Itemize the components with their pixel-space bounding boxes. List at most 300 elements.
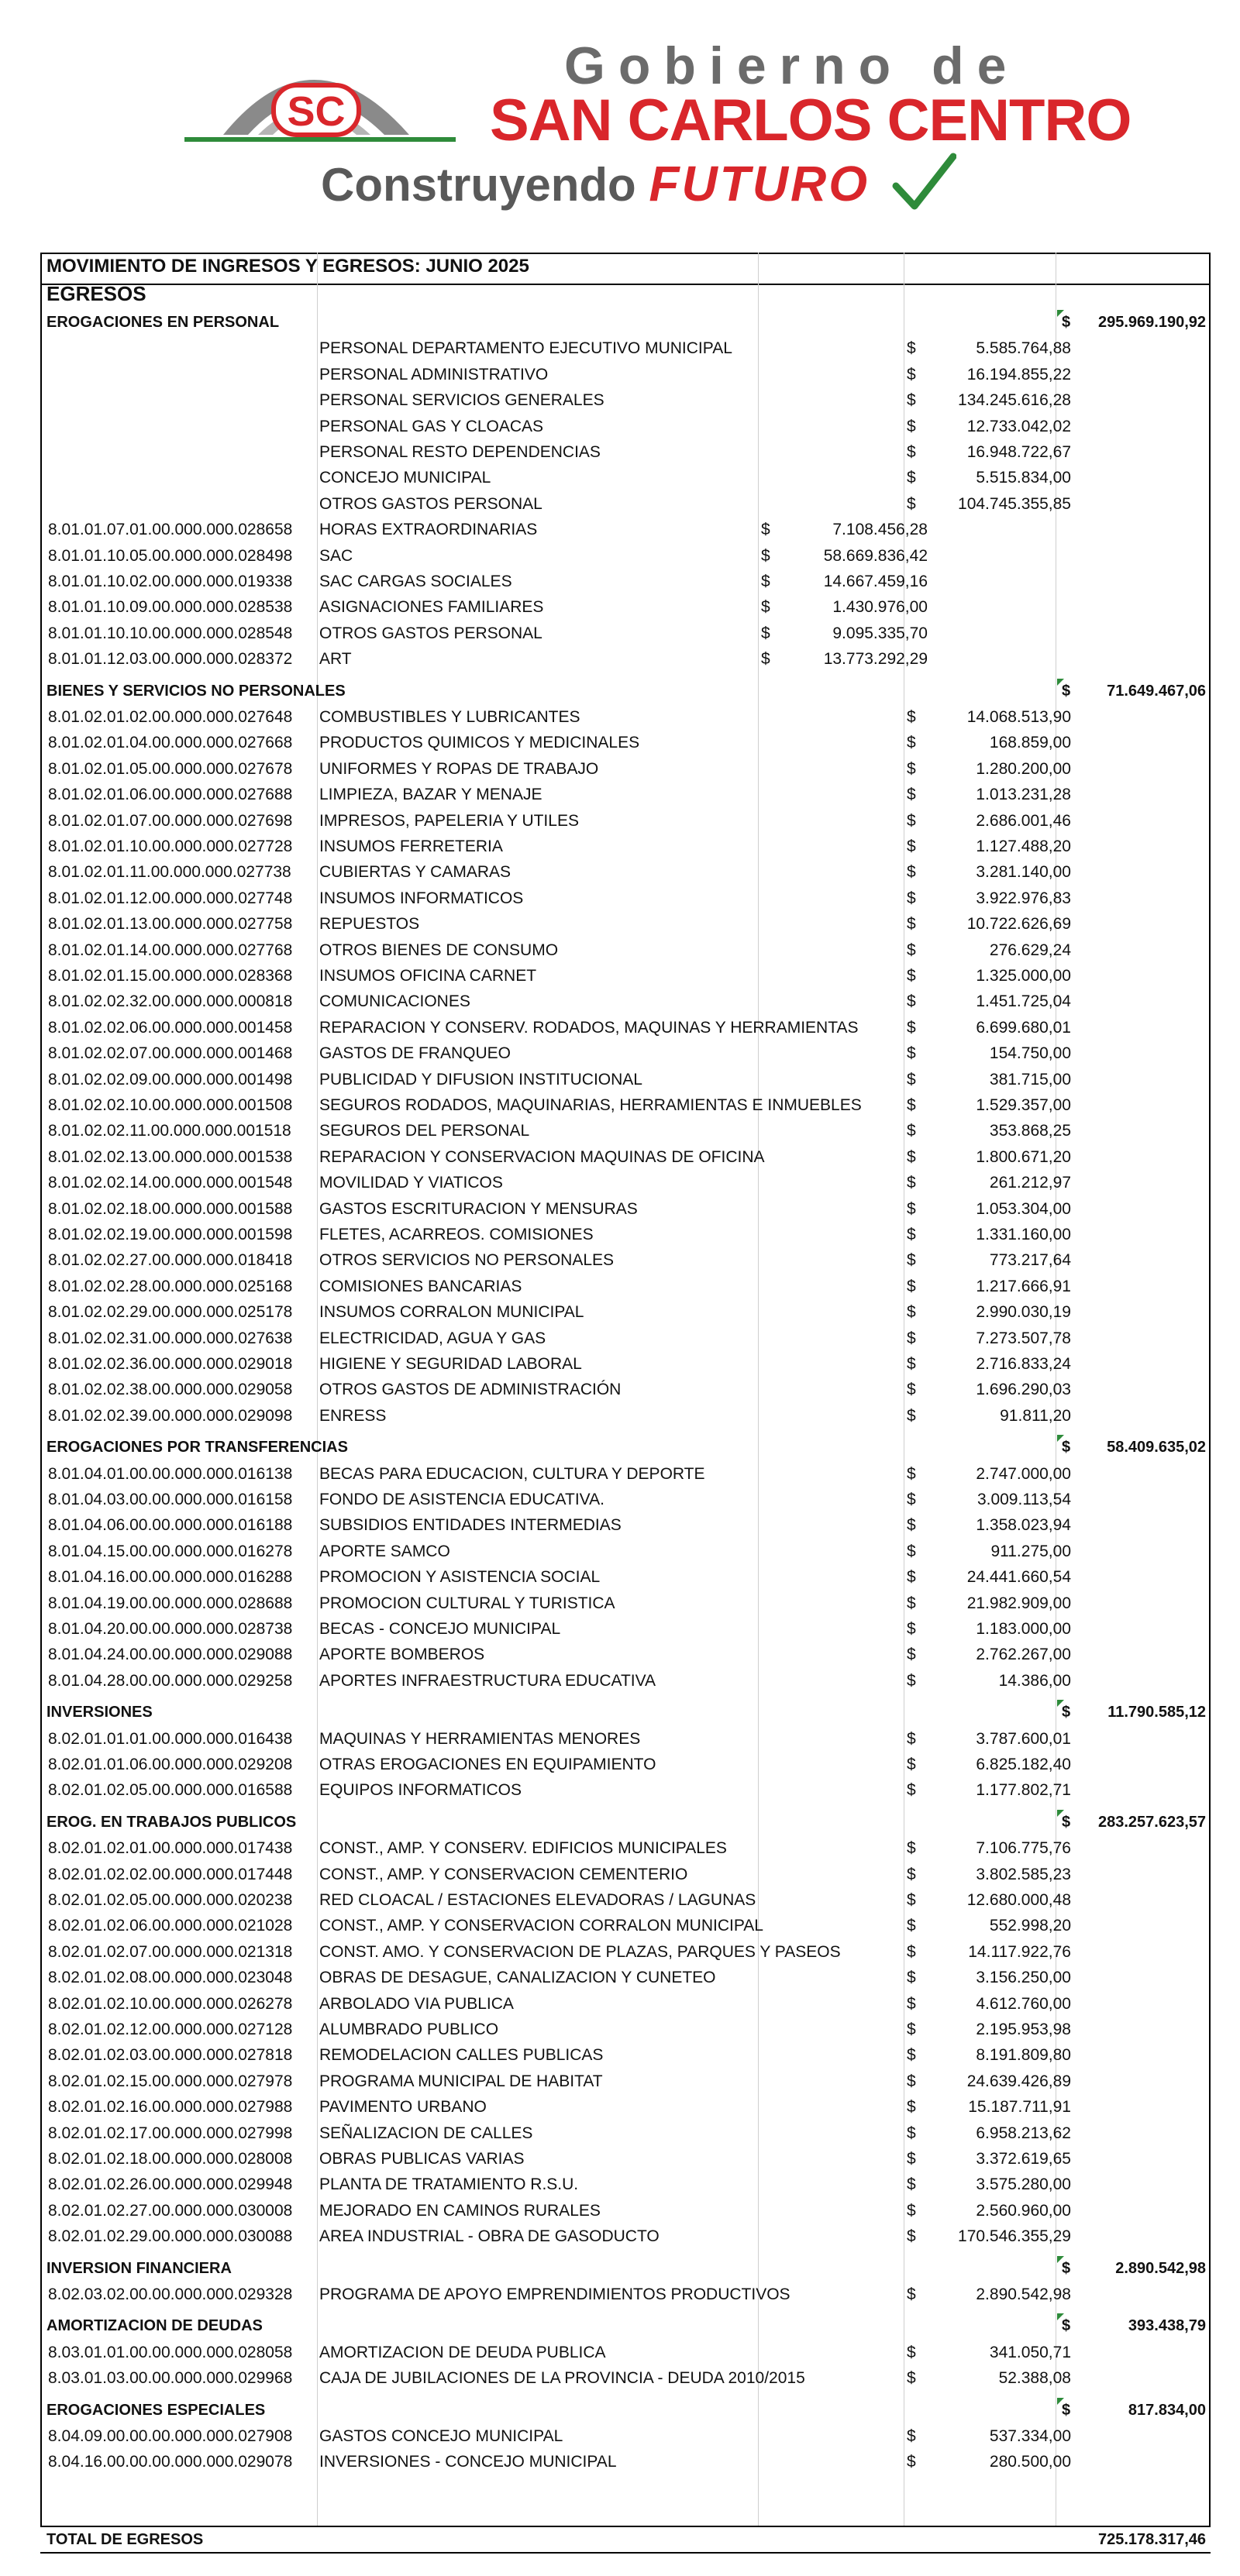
- account-description: CAJA DE JUBILACIONES DE LA PROVINCIA - DEUDA 2010/2015: [319, 2369, 805, 2388]
- account-description: BECAS - CONCEJO MUNICIPAL: [319, 1620, 561, 1638]
- currency-sign: $: [1062, 682, 1071, 700]
- currency-sign: $: [761, 573, 770, 590]
- currency-sign: $: [1062, 314, 1071, 331]
- account-description: PERSONAL SERVICIOS GENERALES: [319, 391, 604, 410]
- account-description: HIGIENE Y SEGURIDAD LABORAL: [319, 1355, 582, 1373]
- currency-sign: $: [907, 889, 916, 907]
- line-amount: 3.281.140,00: [976, 863, 1071, 882]
- cell-flag-icon: [1057, 1810, 1064, 1817]
- line-amount: 2.195.953,98: [976, 2021, 1071, 2038]
- account-description: INVERSIONES - CONCEJO MUNICIPAL: [319, 2453, 617, 2471]
- table-row: [40, 1196, 1211, 1222]
- account-code: 8.01.04.16.00.00.000.000.016288: [48, 1568, 293, 1587]
- currency-sign: $: [907, 1355, 916, 1373]
- currency-sign: $: [1062, 1704, 1071, 1721]
- section-title: EROGACIONES POR TRANSFERENCIAS: [46, 1439, 348, 1457]
- section-header: [40, 2256, 1211, 2282]
- account-code: 8.01.02.02.11.00.000.000.001518: [48, 1122, 291, 1140]
- account-description: APORTE SAMCO: [319, 1542, 450, 1560]
- account-code: 8.02.01.02.16.00.000.000.027988: [48, 2098, 293, 2117]
- line-amount: 276.629,24: [989, 941, 1071, 959]
- account-description: PERSONAL ADMINISTRATIVO: [319, 365, 549, 383]
- table-row: [40, 335, 1211, 361]
- account-code: 8.01.02.01.10.00.000.000.027728: [48, 837, 293, 855]
- account-code: 8.01.02.02.07.00.000.000.001468: [48, 1044, 293, 1063]
- currency-sign: $: [1062, 2401, 1071, 2419]
- account-code: 8.01.04.01.00.00.000.000.016138: [48, 1464, 293, 1483]
- line-amount: 7.273.507,78: [976, 1329, 1071, 1347]
- account-code: 8.01.02.02.39.00.000.000.029098: [48, 1406, 293, 1425]
- currency-sign: $: [907, 1303, 916, 1322]
- line-amount: 6.958.213,62: [976, 2124, 1071, 2142]
- account-code: 8.04.09.00.00.00.000.000.027908: [48, 2427, 293, 2445]
- account-code: 8.01.02.01.15.00.000.000.028368: [48, 967, 293, 985]
- currency-sign: $: [907, 1122, 916, 1140]
- account-description: INSUMOS OFICINA CARNET: [319, 967, 537, 985]
- currency-sign: $: [907, 1491, 916, 1508]
- currency-sign: $: [907, 1542, 916, 1560]
- account-description: FONDO DE ASISTENCIA EDUCATIVA.: [319, 1491, 604, 1508]
- section-total: 283.257.623,57: [1097, 1813, 1206, 1831]
- table-row: [40, 756, 1211, 782]
- account-code: 8.01.02.02.27.00.000.000.018418: [48, 1251, 293, 1270]
- account-code: 8.01.01.12.03.00.000.000.028372: [48, 650, 293, 669]
- line-amount: 537.334,00: [989, 2427, 1071, 2445]
- currency-sign: $: [1062, 2259, 1071, 2277]
- partial-amount: 7.108.456,28: [832, 521, 928, 539]
- account-description: SEGUROS DEL PERSONAL: [319, 1122, 530, 1140]
- cell-flag-icon: [1057, 1435, 1064, 1442]
- account-code: 8.01.04.24.00.00.000.000.029088: [48, 1646, 293, 1664]
- table-row: [40, 1015, 1211, 1040]
- currency-sign: $: [907, 2285, 916, 2303]
- table-row: [40, 1222, 1211, 1247]
- line-amount: 2.890.542,98: [976, 2285, 1071, 2303]
- account-description: ENRESS: [319, 1406, 387, 1425]
- table-top-border: [40, 253, 1211, 254]
- currency-sign: $: [907, 1044, 916, 1063]
- currency-sign: $: [907, 1096, 916, 1114]
- currency-sign: $: [907, 2369, 916, 2388]
- account-code: 8.02.01.02.29.00.000.000.030088: [48, 2227, 293, 2246]
- section-title: BIENES Y SERVICIOS NO PERSONALES: [46, 682, 346, 700]
- table-row: [40, 1403, 1211, 1429]
- currency-sign: $: [907, 1729, 916, 1748]
- table-row: [40, 1377, 1211, 1402]
- currency-sign: $: [907, 1516, 916, 1535]
- currency-sign: $: [761, 624, 770, 642]
- account-code: 8.02.01.02.26.00.000.000.029948: [48, 2175, 293, 2194]
- account-description: CONST., AMP. Y CONSERVACION CORRALON MUNICIPAL: [319, 1917, 763, 1935]
- table-row: [40, 491, 1211, 517]
- line-amount: 8.191.809,80: [976, 2046, 1071, 2065]
- account-code: 8.01.01.10.10.00.000.000.028548: [48, 624, 293, 642]
- account-code: 8.01.02.02.10.00.000.000.001508: [48, 1096, 293, 1114]
- currency-sign: $: [907, 339, 916, 358]
- cell-flag-icon: [1057, 2313, 1064, 2320]
- account-description: OBRAS PUBLICAS VARIAS: [319, 2150, 525, 2168]
- line-amount: 168.859,00: [989, 734, 1071, 752]
- currency-sign: $: [907, 2453, 916, 2471]
- account-description: ASIGNACIONES FAMILIARES: [319, 598, 544, 617]
- line-amount: 14.386,00: [998, 1671, 1071, 1690]
- cell-flag-icon: [1057, 2256, 1064, 2263]
- currency-sign: $: [907, 365, 916, 383]
- currency-sign: $: [907, 1969, 916, 1987]
- currency-sign: $: [907, 1620, 916, 1638]
- table-row: [40, 465, 1211, 490]
- line-amount: 3.787.600,01: [976, 1729, 1071, 1748]
- account-code: 8.01.02.01.02.00.000.000.027648: [48, 708, 293, 726]
- line-amount: 2.686.001,46: [976, 811, 1071, 830]
- currency-sign: $: [907, 417, 916, 435]
- currency-sign: $: [907, 2124, 916, 2142]
- currency-sign: $: [907, 443, 916, 461]
- table-row: [40, 1752, 1211, 1777]
- table-row: [40, 886, 1211, 911]
- account-description: RED CLOACAL / ESTACIONES ELEVADORAS / LAGUNAS: [319, 1891, 756, 1909]
- section-title: AMORTIZACION DE DEUDAS: [46, 2317, 263, 2335]
- municipal-emblem-icon: [177, 48, 463, 149]
- account-description: GASTOS DE FRANQUEO: [319, 1044, 511, 1063]
- table-row: [40, 2223, 1211, 2249]
- account-description: PERSONAL GAS Y CLOACAS: [319, 417, 544, 435]
- currency-sign: $: [907, 967, 916, 985]
- account-description: OBRAS DE DESAGUE, CANALIZACION Y CUNETEO: [319, 1969, 716, 1987]
- account-code: 8.02.01.02.01.00.000.000.017438: [48, 1839, 293, 1858]
- account-description: PRODUCTOS QUIMICOS Y MEDICINALES: [319, 734, 640, 752]
- currency-sign: $: [907, 391, 916, 410]
- account-code: 8.01.04.19.00.00.000.000.028688: [48, 1594, 293, 1612]
- currency-sign: $: [1062, 1813, 1071, 1831]
- account-description: INSUMOS FERRETERIA: [319, 837, 503, 855]
- table-row: [40, 1668, 1211, 1694]
- line-amount: 52.388,08: [998, 2369, 1071, 2388]
- currency-sign: $: [907, 2046, 916, 2065]
- section-total: 2.890.542,98: [1115, 2259, 1206, 2277]
- account-code: 8.02.01.02.27.00.000.000.030008: [48, 2201, 293, 2220]
- line-amount: 911.275,00: [990, 1542, 1071, 1560]
- currency-sign: $: [907, 1174, 916, 1192]
- line-amount: 353.868,25: [989, 1122, 1071, 1140]
- currency-sign: $: [907, 1994, 916, 2013]
- table-row: [40, 1913, 1211, 1938]
- table-row: [40, 1092, 1211, 1118]
- line-amount: 1.331.160,00: [976, 1226, 1071, 1243]
- line-amount: 341.050,71: [989, 2343, 1071, 2361]
- account-code: 8.04.16.00.00.00.000.000.029078: [48, 2453, 293, 2471]
- currency-sign: $: [907, 1646, 916, 1664]
- account-description: ART: [319, 650, 352, 669]
- account-code: 8.01.01.10.09.00.000.000.028538: [48, 598, 293, 617]
- currency-sign: $: [907, 2098, 916, 2117]
- account-description: REPARACION Y CONSERV. RODADOS, MAQUINAS Y HERRAMIENTAS: [319, 1018, 859, 1037]
- title-underline: [40, 284, 1211, 285]
- account-code: 8.01.02.02.32.00.000.000.000818: [48, 992, 293, 1011]
- table-row: [40, 1887, 1211, 1913]
- line-amount: 3.922.976,83: [976, 889, 1071, 907]
- account-description: PLANTA DE TRATAMIENTO R.S.U.: [319, 2175, 579, 2194]
- line-amount: 1.451.725,04: [976, 992, 1071, 1011]
- account-description: OTROS BIENES DE CONSUMO: [319, 941, 559, 959]
- currency-sign: $: [907, 759, 916, 778]
- account-description: CONST., AMP. Y CONSERV. EDIFICIOS MUNICIPALES: [319, 1839, 727, 1858]
- account-code: 8.01.01.10.02.00.000.000.019338: [48, 573, 293, 590]
- currency-sign: $: [1062, 1439, 1071, 1457]
- line-amount: 16.948.722,67: [966, 443, 1071, 461]
- header-line-gobierno: Gobierno de: [564, 36, 1020, 95]
- account-description: AREA INDUSTRIAL - OBRA DE GASODUCTO: [319, 2227, 660, 2246]
- account-description: COMUNICACIONES: [319, 992, 470, 1011]
- table-row: [40, 646, 1211, 672]
- section-header: [40, 2313, 1211, 2339]
- account-description: COMISIONES BANCARIAS: [319, 1277, 522, 1295]
- currency-sign: $: [907, 1781, 916, 1800]
- section-header: [40, 1435, 1211, 1460]
- cell-flag-icon: [1057, 2398, 1064, 2405]
- line-amount: 5.585.764,88: [976, 339, 1071, 358]
- currency-sign: $: [907, 1464, 916, 1483]
- account-description: MAQUINAS Y HERRAMIENTAS MENORES: [319, 1729, 641, 1748]
- line-amount: 1.013.231,28: [976, 786, 1071, 804]
- currency-sign: $: [761, 521, 770, 539]
- account-description: SUBSIDIOS ENTIDADES INTERMEDIAS: [319, 1516, 622, 1535]
- total-row: [40, 2527, 1211, 2552]
- line-amount: 261.212,97: [989, 1174, 1071, 1192]
- currency-sign: $: [907, 2427, 916, 2445]
- table-row: [40, 2017, 1211, 2042]
- slogan-futuro: FUTURO: [649, 156, 870, 212]
- account-description: ELECTRICIDAD, AGUA Y GAS: [319, 1329, 546, 1347]
- currency-sign: $: [907, 1917, 916, 1935]
- account-description: CONST., AMP. Y CONSERVACION CEMENTERIO: [319, 1865, 688, 1883]
- account-code: 8.01.02.01.07.00.000.000.027698: [48, 811, 293, 830]
- account-description: FLETES, ACARREOS. COMISIONES: [319, 1226, 594, 1243]
- currency-sign: $: [761, 598, 770, 617]
- currency-sign: $: [907, 1251, 916, 1270]
- currency-sign: $: [761, 546, 770, 565]
- table-row: [40, 2146, 1211, 2172]
- account-description: LIMPIEZA, BAZAR Y MENAJE: [319, 786, 542, 804]
- account-code: 8.01.02.02.36.00.000.000.029018: [48, 1355, 293, 1373]
- account-code: 8.01.02.01.12.00.000.000.027748: [48, 889, 293, 907]
- section-total: 817.834,00: [1128, 2401, 1206, 2419]
- table-row: [40, 1862, 1211, 1887]
- account-code: 8.01.01.10.05.00.000.000.028498: [48, 546, 293, 565]
- account-code: 8.02.01.02.07.00.000.000.021318: [48, 1942, 293, 1961]
- account-code: 8.02.01.02.05.00.000.000.020238: [48, 1891, 293, 1909]
- table-row: [40, 989, 1211, 1014]
- currency-sign: $: [907, 1381, 916, 1399]
- account-code: 8.01.02.02.38.00.000.000.029058: [48, 1381, 293, 1399]
- section-total: 58.409.635,02: [1107, 1439, 1206, 1457]
- line-amount: 10.722.626,69: [966, 915, 1071, 934]
- table-row: [40, 2172, 1211, 2197]
- currency-sign: $: [907, 1942, 916, 1961]
- line-amount: 170.546.355,29: [958, 2227, 1071, 2246]
- header-slogan: [321, 155, 870, 212]
- table-row: [40, 1170, 1211, 1195]
- table-row: [40, 859, 1211, 885]
- line-amount: 3.009.113,54: [976, 1491, 1071, 1508]
- table-row: [40, 1512, 1211, 1538]
- line-amount: 1.217.666,91: [976, 1277, 1071, 1295]
- currency-sign: $: [907, 708, 916, 726]
- line-amount: 7.106.775,76: [976, 1839, 1071, 1858]
- table-row: [40, 1726, 1211, 1752]
- account-description: SAC CARGAS SOCIALES: [319, 573, 512, 590]
- line-amount: 1.696.290,03: [976, 1381, 1071, 1399]
- table-row: [40, 1040, 1211, 1066]
- table-row: [40, 1144, 1211, 1170]
- account-code: 8.01.02.02.31.00.000.000.027638: [48, 1329, 293, 1347]
- account-description: PERSONAL RESTO DEPENDENCIAS: [319, 443, 601, 461]
- line-amount: 773.217,64: [989, 1251, 1071, 1270]
- section-header: [40, 1700, 1211, 1725]
- currency-sign: $: [907, 1277, 916, 1295]
- currency-sign: $: [907, 1147, 916, 1166]
- account-code: 8.01.02.02.06.00.000.000.001458: [48, 1018, 293, 1037]
- account-description: SEÑALIZACION DE CALLES: [319, 2124, 533, 2142]
- report-title: MOVIMIENTO DE INGRESOS Y EGRESOS: JUNIO 2025: [46, 256, 529, 277]
- section-total: 393.438,79: [1128, 2317, 1206, 2335]
- currency-sign: $: [907, 1406, 916, 1425]
- line-amount: 1.358.023,94: [976, 1516, 1071, 1535]
- table-row: [40, 1067, 1211, 1092]
- currency-sign: $: [907, 469, 916, 487]
- line-amount: 6.825.182,40: [976, 1756, 1071, 1773]
- line-amount: 1.800.671,20: [976, 1147, 1071, 1166]
- account-description: PAVIMENTO URBANO: [319, 2098, 487, 2117]
- table-row: [40, 834, 1211, 859]
- section-header: [40, 679, 1211, 704]
- account-description: ALUMBRADO PUBLICO: [319, 2021, 499, 2038]
- line-amount: 2.716.833,24: [976, 1355, 1071, 1373]
- total-label: TOTAL DE EGRESOS: [46, 2531, 204, 2548]
- line-amount: 24.441.660,54: [966, 1568, 1071, 1587]
- account-code: 8.01.02.02.13.00.000.000.001538: [48, 1147, 293, 1166]
- slogan-construyendo: Construyendo: [321, 159, 636, 211]
- line-amount: 16.194.855,22: [966, 365, 1071, 383]
- partial-amount: 13.773.292,29: [823, 650, 928, 669]
- account-code: 8.02.01.02.05.00.000.000.016588: [48, 1781, 293, 1800]
- table-row: [40, 1965, 1211, 1990]
- table-row: [40, 517, 1211, 542]
- currency-sign: $: [907, 837, 916, 855]
- line-amount: 4.612.760,00: [976, 1994, 1071, 2013]
- table-row: [40, 1326, 1211, 1351]
- currency-sign: $: [907, 915, 916, 934]
- account-code: 8.02.01.02.08.00.000.000.023048: [48, 1969, 293, 1987]
- account-code: 8.03.01.01.00.00.000.000.028058: [48, 2343, 293, 2361]
- table-row: [40, 1835, 1211, 1861]
- check-mark-icon: [891, 152, 956, 214]
- table-row: [40, 1642, 1211, 1667]
- table-row: [40, 2198, 1211, 2223]
- account-description: AMORTIZACION DE DEUDA PUBLICA: [319, 2343, 606, 2361]
- currency-sign: $: [907, 863, 916, 882]
- line-amount: 2.762.267,00: [976, 1646, 1071, 1664]
- section-title: INVERSIONES: [46, 1704, 153, 1721]
- currency-sign: $: [907, 1226, 916, 1243]
- account-code: 8.01.02.02.19.00.000.000.001598: [48, 1226, 293, 1243]
- account-description: ARBOLADO VIA PUBLICA: [319, 1994, 514, 2013]
- table-row: [40, 2094, 1211, 2120]
- account-description: CONST. AMO. Y CONSERVACION DE PLAZAS, PARQUES Y PASEOS: [319, 1942, 841, 1961]
- account-description: GASTOS ESCRITURACION Y MENSURAS: [319, 1199, 638, 1218]
- table-row: [40, 2282, 1211, 2307]
- table-row: [40, 911, 1211, 937]
- account-code: 8.01.04.28.00.00.000.000.029258: [48, 1671, 293, 1690]
- line-amount: 154.750,00: [989, 1044, 1071, 1063]
- account-code: 8.01.02.02.29.00.000.000.025178: [48, 1303, 293, 1322]
- currency-sign: $: [907, 1756, 916, 1773]
- currency-sign: $: [907, 786, 916, 804]
- account-description: INSUMOS CORRALON MUNICIPAL: [319, 1303, 584, 1322]
- account-code: 8.01.02.01.06.00.000.000.027688: [48, 786, 293, 804]
- cell-flag-icon: [1057, 1700, 1064, 1707]
- line-amount: 5.515.834,00: [976, 469, 1071, 487]
- account-description: MOVILIDAD Y VIATICOS: [319, 1174, 503, 1192]
- account-code: 8.01.02.02.18.00.000.000.001588: [48, 1199, 293, 1218]
- line-amount: 2.747.000,00: [976, 1464, 1071, 1483]
- account-code: 8.02.03.02.00.00.000.000.029328: [48, 2285, 293, 2303]
- currency-sign: $: [907, 734, 916, 752]
- table-row: [40, 621, 1211, 646]
- currency-sign: $: [907, 1839, 916, 1858]
- table-row: [40, 594, 1211, 620]
- account-description: PUBLICIDAD Y DIFUSION INSTITUCIONAL: [319, 1070, 642, 1089]
- currency-sign: $: [907, 494, 916, 513]
- table-row: [40, 1777, 1211, 1803]
- account-code: 8.01.02.01.11.00.000.000.027738: [48, 863, 291, 882]
- table-row: [40, 1539, 1211, 1564]
- line-amount: 91.811,20: [1000, 1406, 1071, 1425]
- table-row: [40, 1118, 1211, 1144]
- account-description: BECAS PARA EDUCACION, CULTURA Y DEPORTE: [319, 1464, 705, 1483]
- table-row: [40, 2449, 1211, 2475]
- currency-sign: $: [907, 2175, 916, 2194]
- account-code: 8.01.04.15.00.00.000.000.016278: [48, 1542, 293, 1560]
- currency-sign: $: [907, 811, 916, 830]
- line-amount: 3.372.619,65: [976, 2150, 1071, 2168]
- table-row: [40, 704, 1211, 730]
- account-code: 8.02.01.02.17.00.000.000.027998: [48, 2124, 293, 2142]
- line-amount: 6.699.680,01: [976, 1018, 1071, 1037]
- currency-sign: $: [907, 1329, 916, 1347]
- table-row: [40, 387, 1211, 413]
- table-row: [40, 1274, 1211, 1299]
- account-description: UNIFORMES Y ROPAS DE TRABAJO: [319, 759, 599, 778]
- section-total: 295.969.190,92: [1097, 314, 1206, 331]
- line-amount: 12.680.000,48: [966, 1891, 1071, 1909]
- line-amount: 14.117.922,76: [968, 1942, 1071, 1961]
- account-description: PROGRAMA DE APOYO EMPRENDIMIENTOS PRODUCTIVOS: [319, 2285, 790, 2303]
- account-code: 8.01.04.03.00.00.000.000.016158: [48, 1491, 293, 1508]
- currency-sign: $: [907, 2201, 916, 2220]
- account-description: CONCEJO MUNICIPAL: [319, 469, 491, 487]
- account-description: EQUIPOS INFORMATICOS: [319, 1781, 522, 1800]
- account-description: PROGRAMA MUNICIPAL DE HABITAT: [319, 2072, 603, 2090]
- account-code: 8.02.01.02.06.00.000.000.021028: [48, 1917, 293, 1935]
- currency-sign: $: [907, 1671, 916, 1690]
- table-row: [40, 2365, 1211, 2391]
- account-description: PERSONAL DEPARTAMENTO EJECUTIVO MUNICIPAL: [319, 339, 732, 358]
- section-title: EROGACIONES EN PERSONAL: [46, 314, 280, 331]
- account-description: OTRAS EROGACIONES EN EQUIPAMIENTO: [319, 1756, 656, 1773]
- currency-sign: $: [907, 1070, 916, 1089]
- currency-sign: $: [761, 650, 770, 669]
